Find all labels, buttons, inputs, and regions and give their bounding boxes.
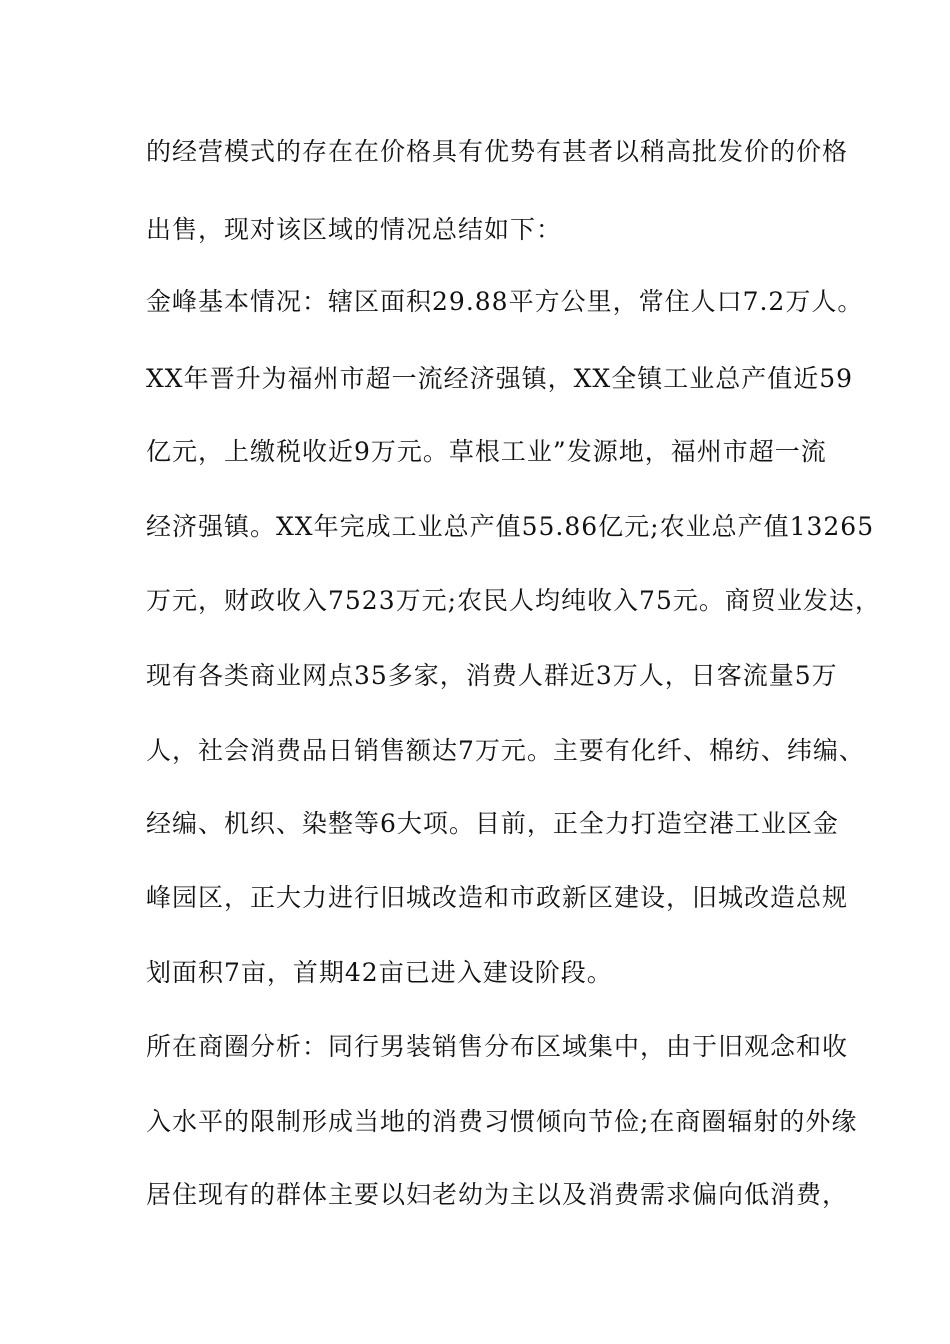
text-line: 入水平的限制形成当地的消费习惯倾向节俭;在商圈辐射的外缘 <box>146 1107 858 1136</box>
text-line: 经济强镇。XX年完成工业总产值55.86亿元;农业总产值13265 <box>146 512 875 541</box>
text-line: 万元，财政收入7523万元;农民人均纯收入75元。商贸业发达， <box>146 586 881 615</box>
text-line: 亿元，上缴税收近9万元。草根工业”发源地，福州市超一流 <box>146 437 827 466</box>
text-line: 现有各类商业网点35多家，消费人群近3万人，日客流量5万 <box>146 661 838 690</box>
text-line: 的经营模式的存在在价格具有优势有甚者以稍高批发价的价格 <box>146 137 849 166</box>
text-line: 金峰基本情况：辖区面积29.88平方公里，常住人口7.2万人。 <box>146 287 864 316</box>
text-line: 出售，现对该区域的情况总结如下： <box>146 215 563 244</box>
text-line: 经编、机织、染整等6大项。目前，正全力打造空港工业区金 <box>146 809 839 838</box>
text-line: 居住现有的群体主要以妇老幼为主以及消费需求偏向低消费， <box>146 1180 849 1209</box>
text-line: XX年晋升为福州市超一流经济强镇，XX全镇工业总产值近59 <box>146 364 854 393</box>
text-line: 所在商圈分析：同行男装销售分布区域集中，由于旧观念和收 <box>146 1032 849 1061</box>
text-line: 划面积7亩，首期42亩已进入建设阶段。 <box>146 958 613 987</box>
text-line: 人，社会消费品日销售额达7万元。主要有化纤、棉纺、纬编、 <box>146 736 865 765</box>
text-line: 峰园区，正大力进行旧城改造和市政新区建设，旧城改造总规 <box>146 883 849 912</box>
